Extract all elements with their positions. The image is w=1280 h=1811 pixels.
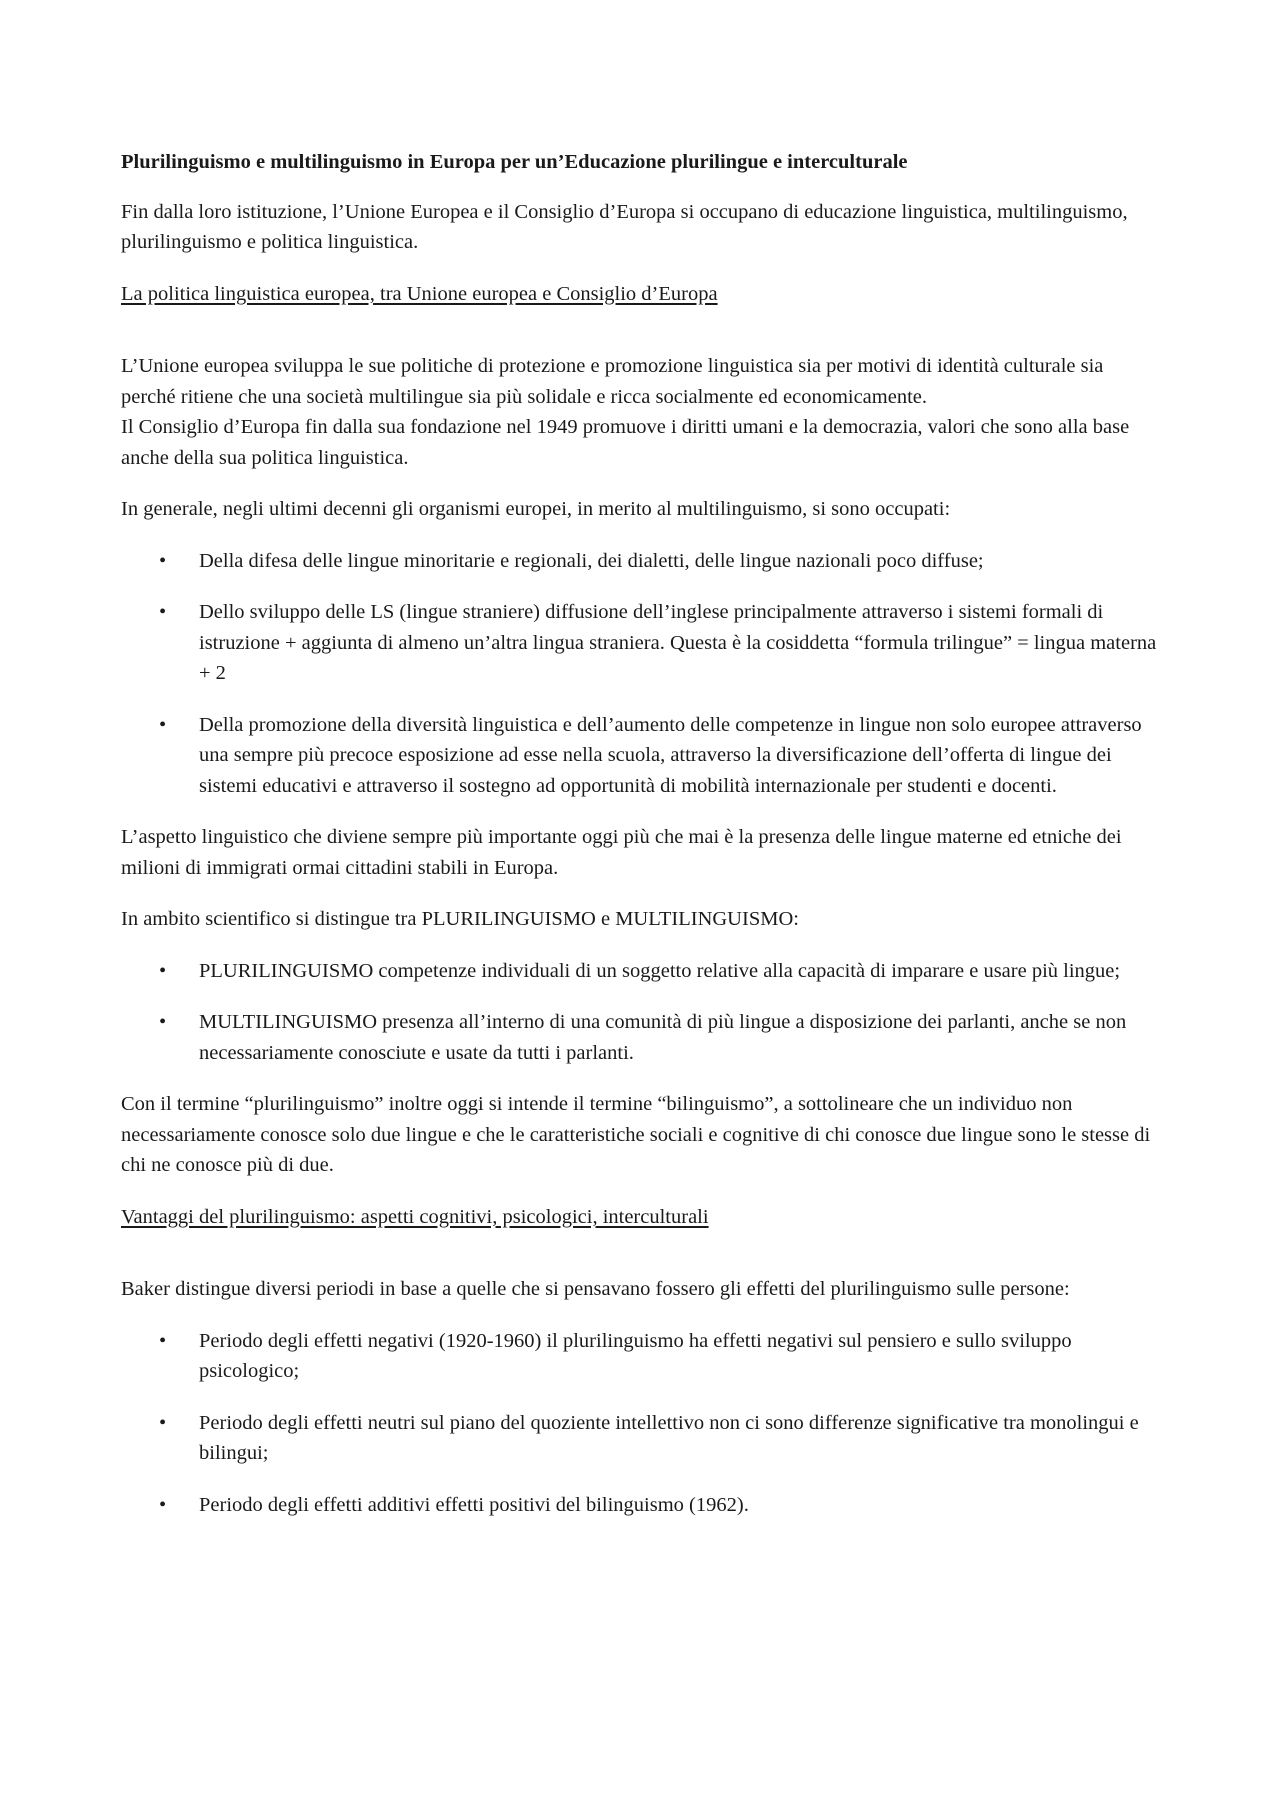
bullet-icon: •	[159, 601, 167, 623]
list-item-text: PLURILINGUISMO competenze individuali di un soggetto relative alla capacità di imparare e usare più lingue;	[199, 959, 1121, 982]
bullet-list-definizioni	[121, 956, 1163, 1069]
bullet-icon: •	[159, 1493, 167, 1516]
paragraph-consiglio: Il Consiglio d’Europa fin dalla sua fondazione nel 1949 promuove i diritti umani e la democrazia, valori che sono alla base anche della sua politica linguistica.	[121, 416, 1130, 469]
bullet-icon: •	[159, 1329, 167, 1352]
paragraph-unione-consiglio	[121, 351, 1163, 473]
paragraph-baker: Baker distingue diversi periodi in base a quelle che si pensavano fossero gli effetti del plurilinguismo sulle persone:	[121, 1278, 1070, 1300]
list-item	[121, 1007, 1163, 1068]
list-item	[121, 710, 1163, 802]
bullet-list-organismi	[121, 546, 1163, 802]
section-heading-vantaggi: Vantaggi del plurilinguismo: aspetti cognitivi, psicologici, interculturali	[121, 1205, 709, 1228]
list-item	[121, 1490, 1163, 1521]
section-heading-politica: La politica linguistica europea, tra Unione europea e Consiglio d’Europa	[121, 282, 718, 305]
bullet-icon: •	[159, 1411, 167, 1434]
list-item	[121, 1408, 1163, 1469]
bullet-list-periodi	[121, 1326, 1163, 1521]
list-item	[121, 597, 1163, 689]
list-item	[121, 1326, 1163, 1387]
intro-paragraph: Fin dalla loro istituzione, l’Unione Europea e il Consiglio d’Europa si occupano di educazione linguistica, multilinguismo, plurilinguismo e politica linguistica.	[121, 200, 1128, 253]
paragraph-aspetto-linguistico: L’aspetto linguistico che diviene sempre più importante oggi più che mai è la presenza delle lingue materne ed etniche dei milioni di immigrati ormai cittadini stabili in Europa.	[121, 826, 1122, 879]
list-item-text: MULTILINGUISMO presenza all’interno di una comunità di più lingue a disposizione dei parlanti, anche se non necessariamente conosciute e usate da tutti i parlanti.	[199, 1011, 1127, 1064]
list-item-text: Dello sviluppo delle LS (lingue straniere) diffusione dell’inglese principalmente attraverso i sistemi formali di istruzione + aggiunta di almeno un’altra lingua straniera. Questa è la cosiddetta “formula trilingue” = lingua materna + 2	[199, 601, 1157, 684]
section-heading-wrap	[121, 1202, 1163, 1254]
list-item	[121, 956, 1163, 987]
paragraph-organismi: In generale, negli ultimi decenni gli organismi europei, in merito al multilinguismo, si sono occupati:	[121, 498, 951, 520]
list-item-text: Periodo degli effetti neutri sul piano del quoziente intellettivo non ci sono differenze significative tra monolingui e bilingui;	[199, 1411, 1139, 1464]
paragraph-termine-plurilinguismo: Con il termine “plurilinguismo” inoltre oggi si intende il termine “bilinguismo”, a sottolineare che un individuo non necessariamente conosce solo due lingue e che le caratteristiche sociali e cognitive di chi conosce due lingue sono le stesse di chi ne conosce più di due.	[121, 1093, 1151, 1176]
paragraph-unione: L’Unione europea sviluppa le sue politiche di protezione e promozione linguistica sia per motivi di identità culturale sia perché ritiene che una società multilingue sia più solidale e ricca socialmente ed economicamente.	[121, 355, 1104, 408]
document-body	[121, 147, 1163, 1541]
bullet-icon: •	[159, 1011, 167, 1033]
list-item-text: Periodo degli effetti negativi (1920-1960) il plurilinguismo ha effetti negativi sul pensiero e sullo sviluppo psicologico;	[199, 1329, 1072, 1382]
document-title: Plurilinguismo e multilinguismo in Europa per un’Educazione plurilingue e interculturale	[121, 151, 908, 173]
bullet-icon: •	[159, 713, 167, 736]
list-item-text: Periodo degli effetti additivi effetti positivi del bilinguismo (1962).	[199, 1493, 749, 1516]
list-item	[121, 546, 1163, 577]
bullet-icon: •	[159, 549, 167, 572]
list-item-text: Della promozione della diversità linguistica e dell’aumento delle competenze in lingue non solo europee attraverso una sempre più precoce esposizione ad esse nella scuola, attraverso la diversificazione dell’offerta di lingue dei sistemi educativi e attraverso il sostegno ad opportunità di mobilità internazionale per studenti e docenti.	[199, 713, 1142, 797]
bullet-icon: •	[159, 959, 167, 982]
list-item-text: Della difesa delle lingue minoritarie e regionali, dei dialetti, delle lingue nazionali poco diffuse;	[199, 549, 984, 572]
paragraph-ambito-scientifico: In ambito scientifico si distingue tra PLURILINGUISMO e MULTILINGUISMO:	[121, 908, 799, 930]
section-heading-wrap	[121, 279, 1163, 331]
